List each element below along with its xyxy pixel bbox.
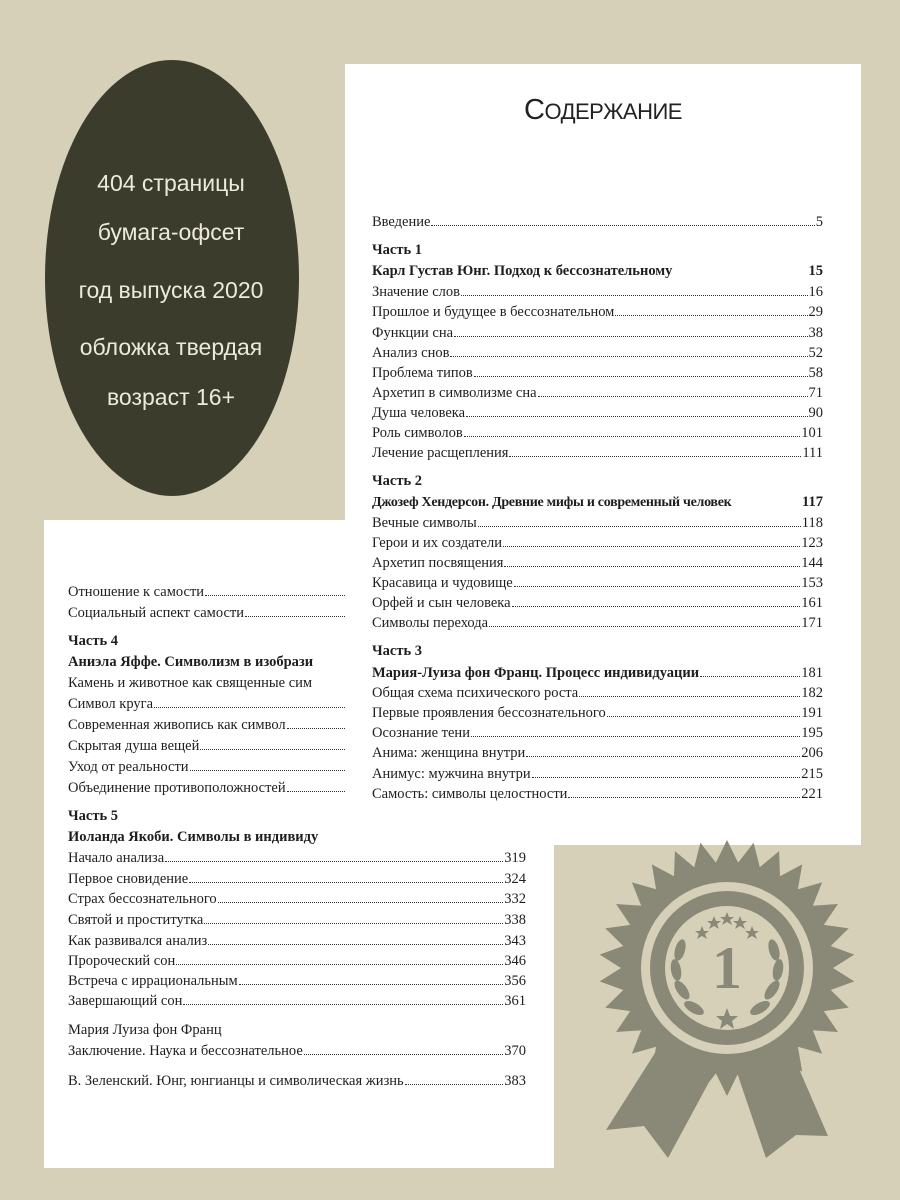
award-rosette-icon	[596, 840, 858, 1165]
toc-entry: Проблема типов 58	[372, 365, 823, 381]
toc-entry: Объединение противоположностей	[68, 779, 488, 797]
toc-entry: Отношение к самости	[68, 583, 488, 601]
afterword-author: Мария Луиза фон Франц	[68, 1022, 222, 1038]
toc-entry: Анализ снов 52	[372, 345, 823, 361]
info-pages: 404 страницы	[97, 170, 245, 196]
toc-entry: Современная живопись как символ	[68, 716, 488, 734]
toc-entry: Роль символов 101	[372, 425, 823, 441]
chapter-title: Иоланда Якоби. Символы в индивиду	[68, 829, 319, 845]
part-label: Часть 5	[68, 808, 118, 824]
toc-entry: Орфей и сын человека 161	[372, 595, 823, 611]
toc-entry: Камень и животное как священные сим	[68, 675, 313, 691]
toc-entry: Анимус: мужчина внутри 215	[372, 766, 823, 782]
toc-entry: Лечение расщепления 111	[372, 445, 823, 461]
chapter-title: Аниэла Яффе. Символизм в изобрази	[68, 654, 314, 670]
toc-entry: Значение слов 16	[372, 284, 823, 300]
info-year: год выпуска 2020	[78, 277, 264, 303]
toc-entry: Страх бессознательного 332	[68, 891, 526, 907]
toc-entry: Начало анализа 319	[68, 850, 526, 866]
part-label: Часть 1	[372, 242, 422, 258]
info-paper: бумага-офсет	[97, 219, 245, 245]
toc-entry: Функции сна 38	[372, 325, 823, 341]
toc-entry: Заключение. Наука и бессознательное 370	[68, 1043, 526, 1059]
chapter-title: Карл Густав Юнг. Подход к бессознательному 15	[372, 263, 823, 279]
toc-entry: Архетип посвящения 144	[372, 555, 823, 571]
part-label: Часть 3	[372, 643, 422, 659]
toc-entry: Как развивался анализ 343	[68, 933, 526, 949]
toc-entry: Герои и их создатели 123	[372, 535, 823, 551]
chapter-title: Мария-Луиза фон Франц. Процесс индивидуации 181	[372, 665, 823, 681]
toc-entry: Символы перехода 171	[372, 615, 823, 631]
toc-entry: Встреча с иррациональным 356	[68, 973, 526, 989]
toc-entry: Уход от реальности	[68, 758, 488, 776]
badge-number: 1	[712, 935, 742, 1001]
toc-entry: Святой и проститутка 338	[68, 912, 526, 928]
toc-page-front	[345, 64, 861, 845]
toc-entry: Скрытая душа вещей	[68, 737, 488, 755]
info-age: возраст 16+	[106, 384, 236, 410]
toc-entry: Завершающий сон 361	[68, 993, 526, 1009]
toc-entry: Самость: символы целостности 221	[372, 786, 823, 802]
chapter-title: Джозеф Хендерсон. Древние мифы и современный человек 117	[372, 494, 823, 510]
toc-entry: Пророческий сон 346	[68, 953, 526, 969]
toc-entry: Прошлое и будущее в бессознательном 29	[372, 304, 823, 320]
part-label: Часть 4	[68, 633, 118, 649]
toc-entry: Осознание тени 195	[372, 725, 823, 741]
toc-entry: Социальный аспект самости	[68, 604, 488, 622]
toc-entry: В. Зеленский. Юнг, юнгианцы и символическая жизнь 383	[68, 1073, 526, 1089]
toc-entry: Анима: женщина внутри 206	[372, 745, 823, 761]
info-cover: обложка твердая	[79, 334, 263, 360]
part-label: Часть 2	[372, 473, 422, 489]
toc-entry: Первое сновидение 324	[68, 871, 526, 887]
toc-entry: Красавица и чудовище 153	[372, 575, 823, 591]
toc-entry: Архетип в символизме сна 71	[372, 385, 823, 401]
toc-entry: Общая схема психического роста 182	[372, 685, 823, 701]
toc-entry: Вечные символы 118	[372, 515, 823, 531]
toc-entry: Символ круга	[68, 695, 488, 713]
toc-entry: Первые проявления бессознательного 191	[372, 705, 823, 721]
page-title: СОДЕРЖАНИЕ	[524, 94, 682, 126]
toc-entry: Введение 5	[372, 214, 823, 230]
toc-entry: Душа человека 90	[372, 405, 823, 421]
